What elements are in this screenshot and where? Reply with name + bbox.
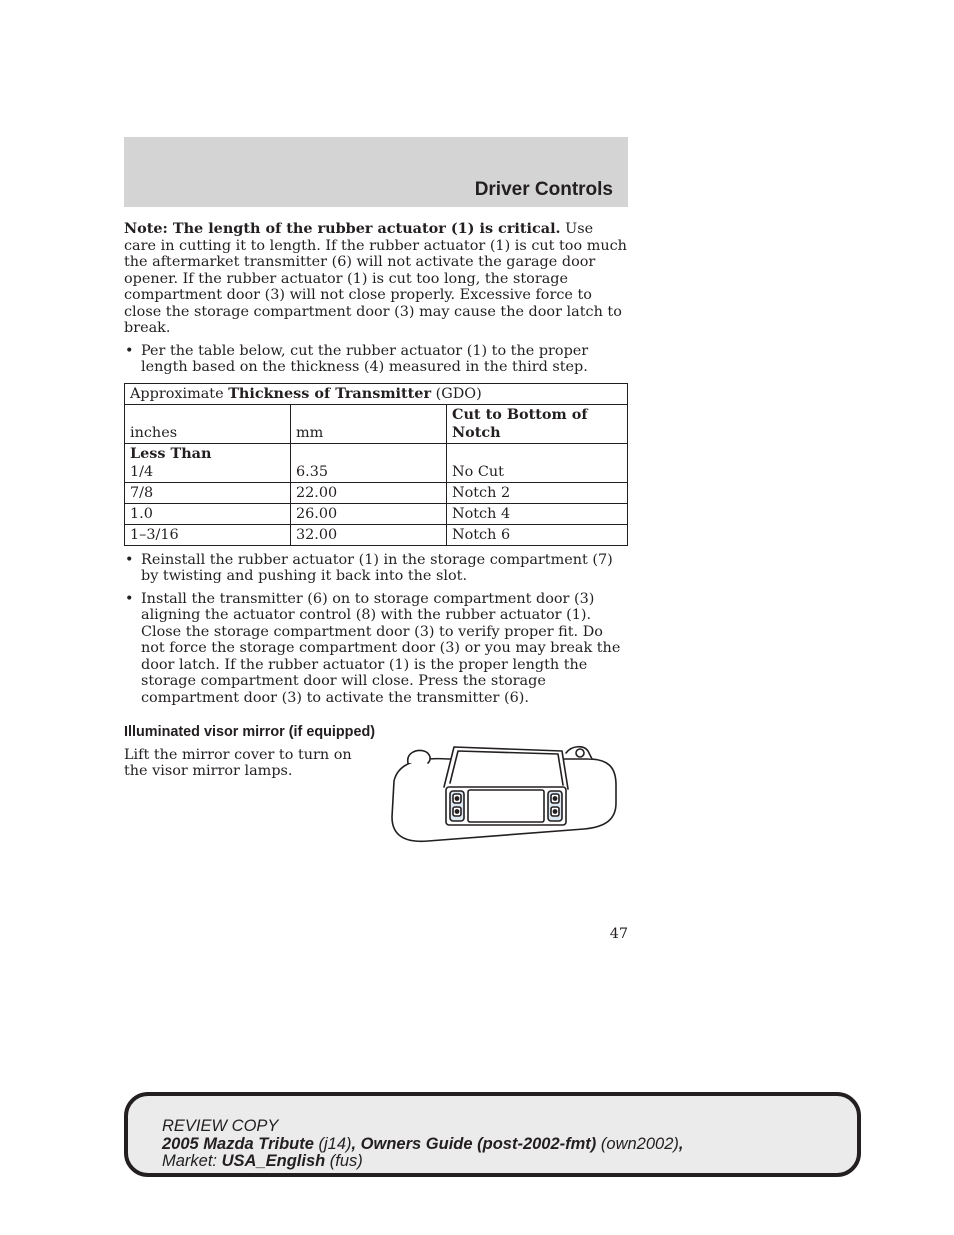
table-row: [125, 503, 628, 524]
table-cell: 1.0: [125, 503, 291, 524]
table-cell: 1–3/16: [125, 524, 291, 545]
footer-model-code: (j14): [313, 1134, 352, 1153]
footer-market: USA_English: [221, 1152, 326, 1170]
header-cut: [447, 404, 628, 443]
table-cell: Notch 4: [447, 503, 628, 524]
table-cell: 7/8: [125, 482, 291, 503]
visor-section: [124, 747, 628, 857]
cell-inches: 1/4: [130, 463, 154, 480]
bullet-item: [124, 591, 628, 707]
caption-pre: Approximate: [130, 385, 229, 402]
footer-comma: ,: [678, 1134, 684, 1153]
table-row: [125, 524, 628, 545]
footer-guide: , Owners Guide (post-2002-fmt): [351, 1134, 597, 1153]
visor-text: Lift the mirror cover to turn on the visor mirror lamps.: [124, 746, 352, 779]
bullet-dot: •: [125, 551, 134, 568]
footer-market-code: (fus): [325, 1152, 363, 1170]
table-caption: [125, 383, 628, 404]
note-paragraph: [124, 221, 628, 337]
less-than-label: Less Than: [130, 444, 212, 462]
table-cell: 6.35: [291, 443, 447, 482]
header-cut-text: Cut to Bottom of Notch: [452, 405, 588, 441]
table-cell: 22.00: [291, 482, 447, 503]
footer-market-label: Market:: [162, 1152, 222, 1170]
header-inches: inches: [125, 404, 291, 443]
visor-mirror-illustration: [388, 741, 620, 845]
bullet-dot: •: [125, 342, 134, 359]
bullet-text: Install the transmitter (6) on to storage compartment door (3) aligning the actuator control (8) with the rubber actuator (1). Close the storage compartment door (3) to verify proper fit. Do not force the storage compartment door (3) or you may break the door latch. If the rubber actuator (1) is the proper length the storage compartment door will close. Press the storage compartment door (3) to activate the transmitter (6).: [141, 590, 621, 706]
section-header-band: [124, 137, 628, 207]
table-cell: Notch 2: [447, 482, 628, 503]
table-cell: [125, 443, 291, 482]
header-mm: mm: [291, 404, 447, 443]
bullet-item: [124, 343, 628, 376]
page-number: 47: [609, 926, 628, 942]
page-content: [124, 221, 628, 857]
table-cell: 26.00: [291, 503, 447, 524]
table-header-row: [125, 404, 628, 443]
bullet-item: [124, 552, 628, 585]
section-title: Driver Controls: [474, 179, 613, 200]
note-text: Use care in cutting it to length. If the rubber actuator (1) is cut too much the aftermarket transmitter (6) will not activate the garage door opener. If the rubber actuator (1) is cut too long, the storage compartment door (3) will not close properly. Excessive force to close the storage compartment door (3) may cause the door latch to break.: [124, 221, 627, 336]
table-caption-row: [125, 383, 628, 404]
table-cell: 32.00: [291, 524, 447, 545]
table-cell: No Cut: [447, 443, 628, 482]
review-copy-footer-text: [162, 1118, 683, 1171]
bullet-dot: •: [125, 590, 134, 607]
visor-mirror-heading: Illuminated visor mirror (if equipped): [124, 724, 376, 740]
bullet-text: Per the table below, cut the rubber actuator (1) to the proper length based on the thickness (4) measured in the third step.: [141, 342, 589, 375]
table-row: [125, 443, 628, 482]
caption-bold: Thickness of Transmitter: [228, 384, 432, 402]
footer-model: 2005 Mazda Tribute: [162, 1134, 314, 1153]
note-bold: Note: The length of the rubber actuator (1) is critical.: [124, 220, 561, 237]
footer-guide-code: (own2002): [596, 1134, 679, 1153]
transmitter-thickness-table: [124, 383, 628, 546]
table-row: [125, 482, 628, 503]
bullet-text: Reinstall the rubber actuator (1) in the storage compartment (7) by twisting and pushing it back into the slot.: [141, 551, 613, 584]
table-cell: Notch 6: [447, 524, 628, 545]
footer-review-copy: REVIEW COPY: [162, 1117, 279, 1135]
caption-post: (GDO): [431, 385, 482, 402]
